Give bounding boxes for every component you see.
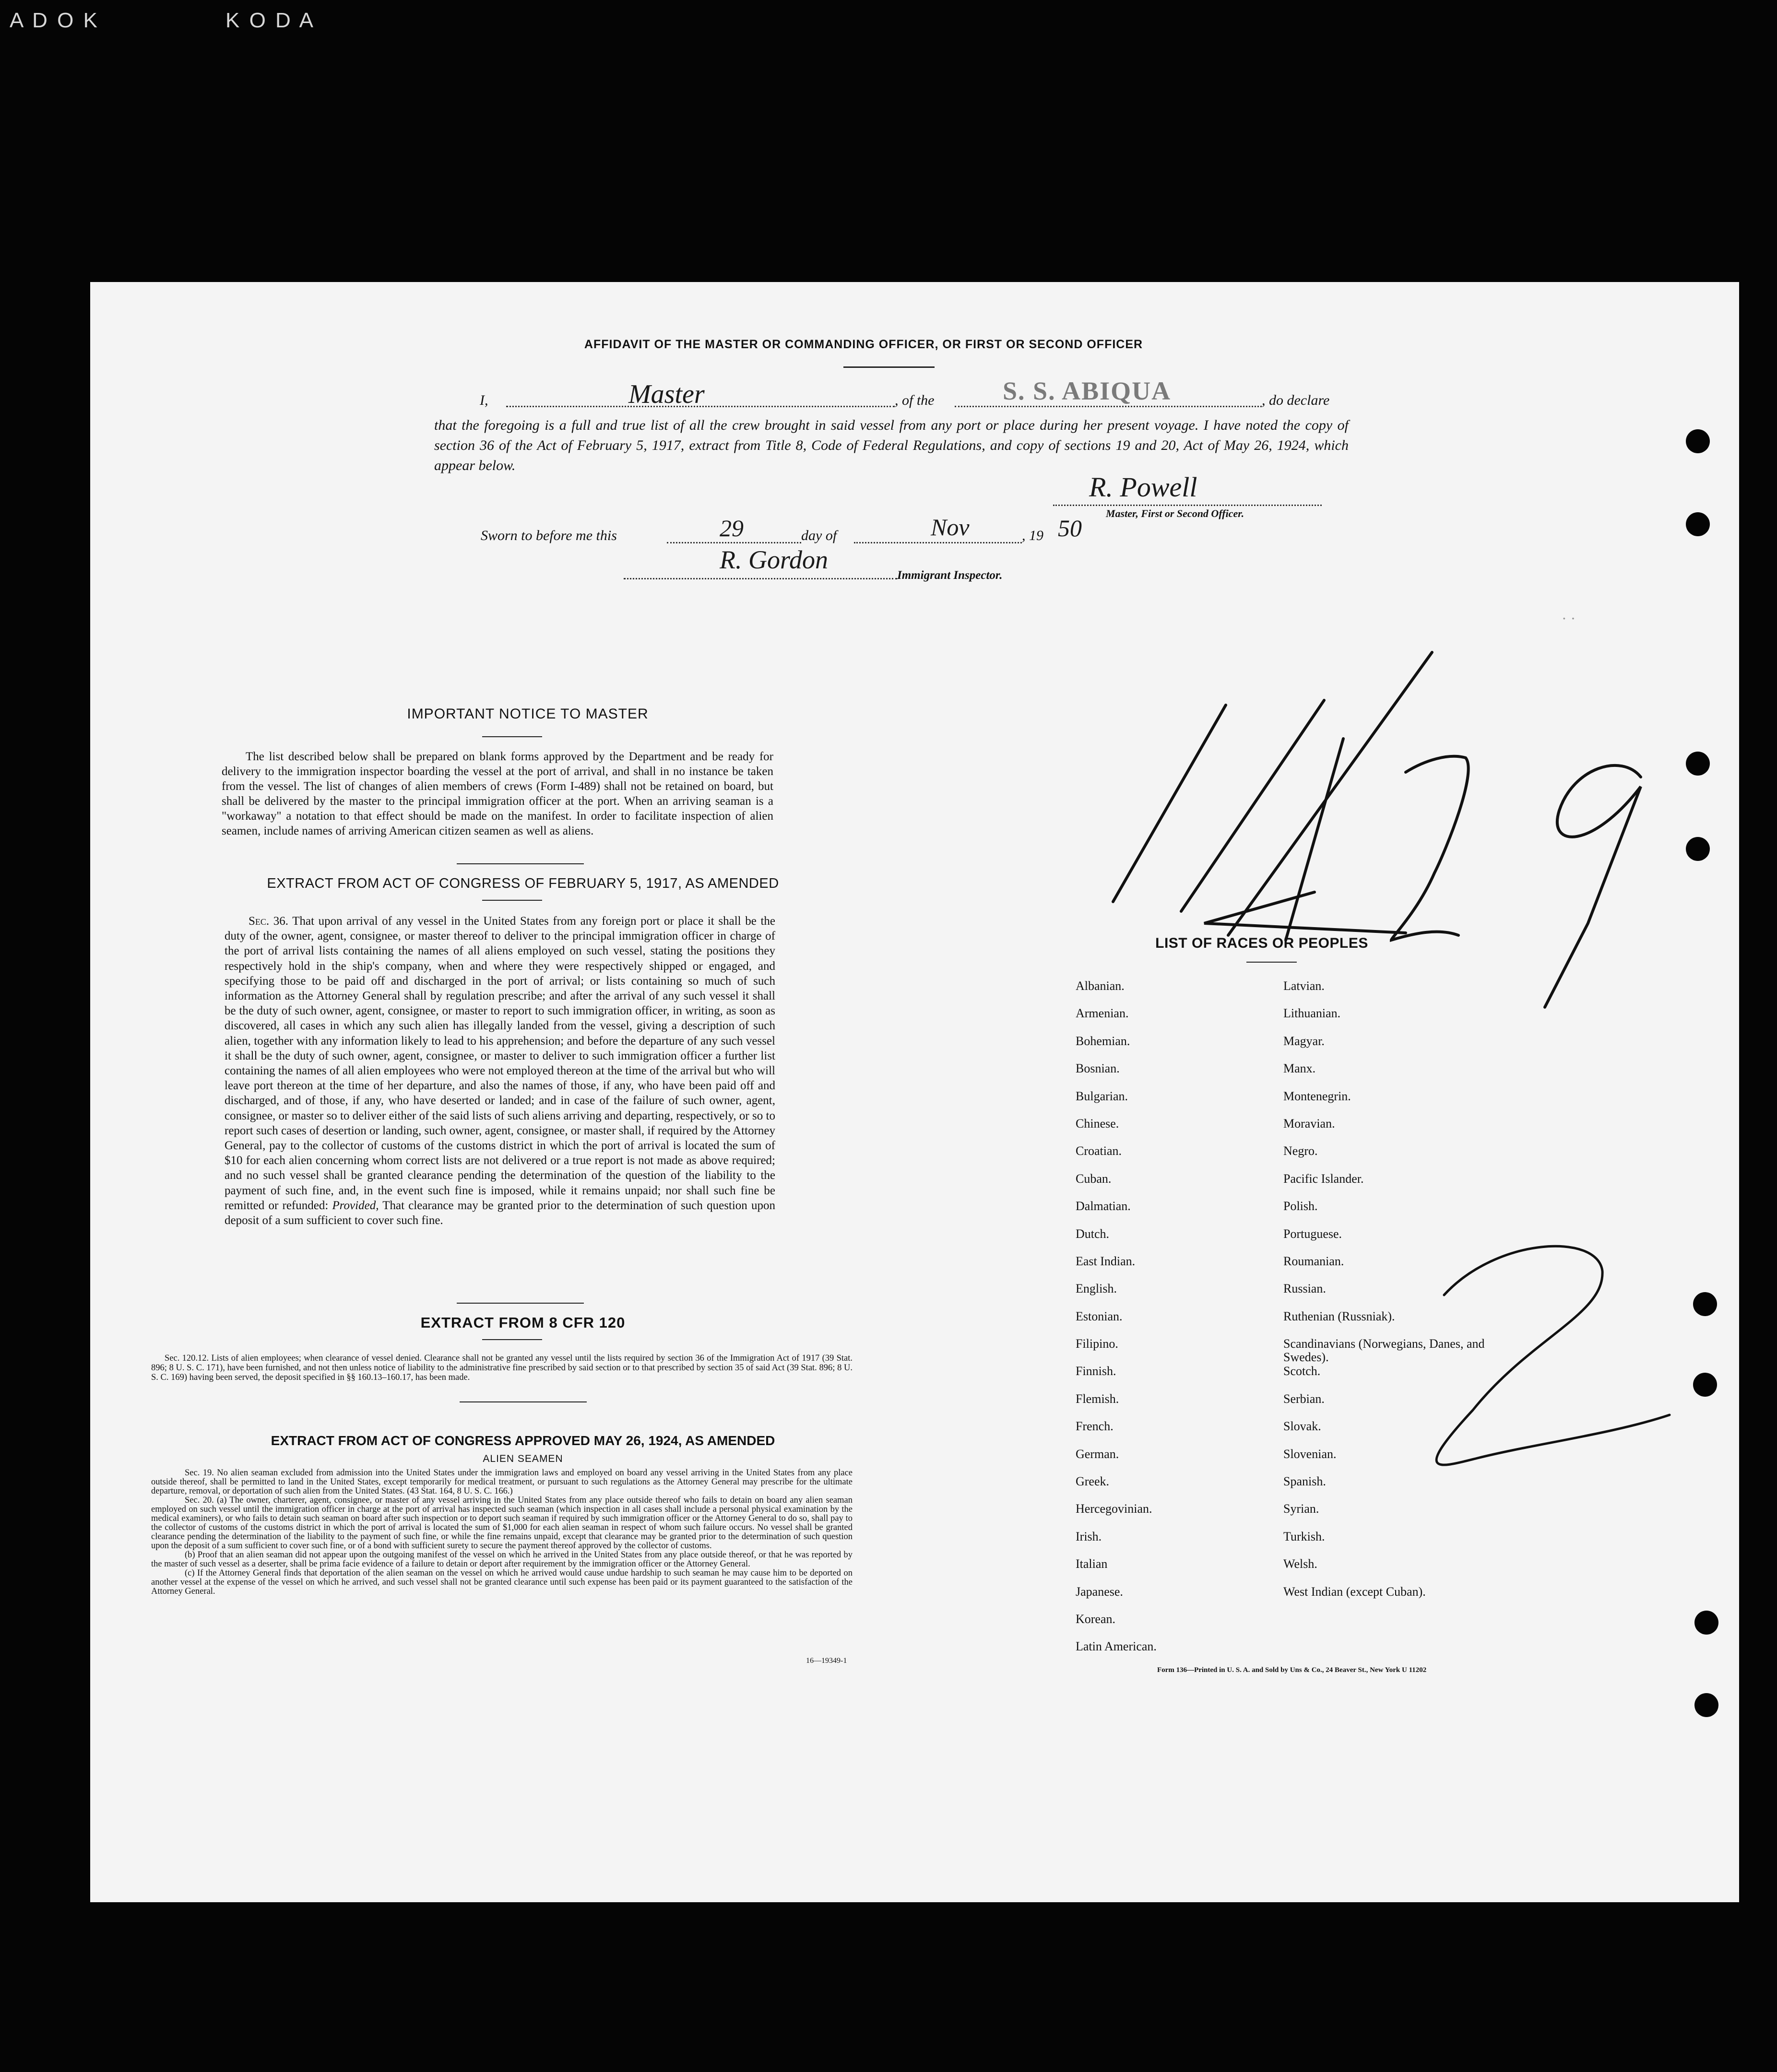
race-item: French. <box>1076 1419 1114 1434</box>
race-item: West Indian (except Cuban). <box>1283 1584 1426 1599</box>
race-item: Dutch. <box>1076 1226 1110 1241</box>
sec-20a-text: Sec. 20. (a) The owner, charterer, agent, consignee, or master of any vessel arriving in the United States from any place outside thereof who fails to detain on board any alien seaman employed on such vessel until the immigration officer in charge at the port of arrival has inspected such seaman (which inspection in all cases shall include a personal physical examination by the medical examiners), or who fails to detain such seaman on board after such inspection or to deport such seaman if required by such immigration officer or the Attorney General to do so, shall pay to the collector of customs of the customs district in which the port of arrival is located the sum of $1,000 for each alien seaman in respect of whom such failure occurs. No vessel shall be granted clearance pending the determination of the liability to the payment of such fine, or while the fine remains unpaid, except that clearance may be granted prior to the determination of such question upon the deposit of a sum sufficient to cover such fine, or of a bond with sufficient surety to secure the payment thereof approved by the collector of customs. <box>151 1495 853 1551</box>
race-item: English. <box>1076 1282 1117 1296</box>
provided-text: That clearance may be granted prior to the determination of such question upon deposit of a sum sufficient to cover such fine. <box>225 1199 775 1227</box>
race-item: Albanian. <box>1076 979 1125 993</box>
race-item: Cuban. <box>1076 1171 1112 1186</box>
affidavit-statement: that the foregoing is a full and true list of all the crew brought in said vessel from any port or place during her present voyage. I have noted the copy of section 36 of the Act of February 5, 1917, extract from Title 8, Code of Federal Regulations, and copy of sections 19 and 20, Act of May 26, 1924, which appear below. <box>434 417 1349 473</box>
sec-20c-text: (c) If the Attorney General finds that deportation of the alien seaman on the vessel on which he arrived would cause undue hardship to such seaman he may cause him to be deported on another vessel at the expense of the vessel on which he arrived, and such vessel shall not be granted clearance until such expense has been paid or its payment guaranteed to the satisfaction of the Attorney General. <box>151 1568 853 1596</box>
race-item: Pacific Islander. <box>1283 1171 1364 1186</box>
sec-36-label: Sec. 36. <box>249 915 289 928</box>
day-value: 29 <box>720 515 744 542</box>
race-item: Latin American. <box>1076 1639 1157 1654</box>
race-item: Slovenian. <box>1283 1447 1337 1461</box>
race-item: Chinese. <box>1076 1116 1119 1130</box>
race-item: Portuguese. <box>1283 1226 1342 1241</box>
handwritten-number-1129 <box>1113 652 1641 1007</box>
notice-text: The list described below shall be prepared on blank forms approved by the Department and be ready for delivery to the immigration inspector boarding the vessel at the port of arrival, and shall in no instance be taken from the vessel. The list of changes of alien members of crews (Form I-489) shall not be retained on board, but shall be delivered by the master to the principal immigration officer at the port. When an arriving seaman is a "workaway" a notation to that effect should be made on the manifest. In order to facilitate inspection of alien seamen, include names of arriving American citizen seamen as well as aliens. <box>222 750 773 837</box>
race-item: Spanish. <box>1283 1474 1326 1489</box>
extract-1917-title: EXTRACT FROM ACT OF CONGRESS OF FEBRUARY 5, 1917, AS AMENDED <box>267 876 779 891</box>
sec-19-text: Sec. 19. No alien seaman excluded from admission into the United States under the immigration laws and employed on board any vessel arriving in the United States from any place outside thereof, shall be permitted to land in the United States, except temporarily for medical treatment, or pursuant to such regulations as the Attorney General may prescribe for the ultimate departure, removal, or deportation of such alien from the United States. (43 Stat. 164, 8 U. S. C. 166.) <box>151 1468 853 1496</box>
race-item: Bohemian. <box>1076 1034 1130 1048</box>
race-item: Dalmatian. <box>1076 1199 1131 1213</box>
race-item: Roumanian. <box>1283 1254 1344 1268</box>
race-item: Scotch. <box>1283 1364 1321 1378</box>
race-item: Russian. <box>1283 1282 1326 1296</box>
year-value: 50 <box>1058 515 1082 542</box>
sworn-label: Sworn to before me this <box>481 528 617 543</box>
extract-cfr-title: EXTRACT FROM 8 CFR 120 <box>420 1314 626 1331</box>
provided-word: Provided, <box>332 1199 379 1212</box>
printer-line: Form 136—Printed in U. S. A. and Sold by Uns & Co., 24 Beaver St., New York U 11202 <box>1157 1666 1427 1674</box>
race-item: Croatian. <box>1076 1144 1122 1158</box>
race-item: East Indian. <box>1076 1254 1136 1268</box>
affidavit-title: AFFIDAVIT OF THE MASTER OR COMMANDING OFFICER, OR FIRST OR SECOND OFFICER <box>584 338 1143 351</box>
do-declare-label: , do declare <box>1262 392 1330 408</box>
race-item: Negro. <box>1283 1144 1318 1158</box>
race-item: Ruthenian (Russniak). <box>1283 1309 1395 1323</box>
sec-36-text: That upon arrival of any vessel in the United States from any foreign port or place it shall be the duty of the owner, agent, consignee, or master thereof to deliver to the principal immigration officer in charge of the port of arrival lists containing the names of all aliens employed on such vessel, stating the positions they respectively hold in the ship's company, when and where they were respectively shipped or engaged, and specifying those to be paid off and discharged in the port of arrival; or lists containing so much of such information as the Attorney General shall by regulation prescribe; and after the arrival of any such vessel it shall be the duty of such owner, agent, consignee, or master to report to such immigration officer, in writing, as soon as discovered, all cases in which any such alien has illegally landed from the vessel, giving a description of such alien, together with any information likely to lead to his apprehension; and before the departure of any such vessel it shall be the duty of such owner, agent, consignee, or master to deliver to such immigration officer a further list containing the names of all alien employees who were not employed thereon at the time of the arrival but who will leave port thereon at the time of her departure, and also the names of those, if any, who have been paid off and discharged, and of those, if any, who have deserted or landed; and in case of the failure of such owner, agent, consignee, or master so to deliver either of the said lists of such aliens arriving and departing, respectively, or so to report such cases of desertion or landing, such owner, agent, consignee, or master shall, if required by the Attorney General, pay to the collector of customs of the customs district in which the port of arrival is located the sum of $10 for each alien concerning whom correct lists are not delivered or a true report is not made as above required; and no such vessel shall be granted clearance pending the determination of the question of the liability to the payment of such fine, and, in the event such fine is imposed, while it remains unpaid; nor shall such fine be remitted or refunded: <box>225 915 775 1212</box>
master-caption: Master, First or Second Officer. <box>1106 507 1244 519</box>
race-item: Moravian. <box>1283 1116 1335 1130</box>
race-item: Bosnian. <box>1076 1061 1120 1076</box>
race-item: Korean. <box>1076 1612 1116 1626</box>
race-item: Welsh. <box>1283 1557 1317 1571</box>
race-item: Finnish. <box>1076 1364 1116 1378</box>
year-prefix: , 19 <box>1022 528 1043 543</box>
race-item: Magyar. <box>1283 1034 1325 1048</box>
month-value: Nov <box>931 514 970 541</box>
race-item: Lithuanian. <box>1283 1006 1341 1021</box>
race-item: Latvian. <box>1283 979 1325 993</box>
faded-handwritten-mark: · · <box>1562 610 1576 627</box>
race-item: Slovak. <box>1283 1419 1321 1434</box>
master-signature: R. Powell <box>1089 471 1197 503</box>
of-the-label: , of the <box>895 392 935 408</box>
races-title: LIST OF RACES OR PEOPLES <box>1155 935 1368 951</box>
declarant-prefix: I, <box>480 392 488 408</box>
inspector-signature: R. Gordon <box>720 545 828 574</box>
race-item: Bulgarian. <box>1076 1089 1128 1103</box>
race-item: Filipino. <box>1076 1337 1118 1351</box>
race-item: Serbian. <box>1283 1391 1325 1406</box>
vessel-stamp: S. S. ABIQUA <box>1003 377 1172 405</box>
extract-1924-subtitle: ALIEN SEAMEN <box>483 1453 563 1464</box>
race-item: Manx. <box>1283 1061 1316 1076</box>
handwritten-number-2 <box>1436 1246 1670 1465</box>
extract-cfr-text: Sec. 120.12. Lists of alien employees; when clearance of vessel denied. Clearance shall not be granted any vessel until the lists required by section 36 of the Immigration Act of 1917 (39 Stat. 896; 8 U. S. C. 171), have been furnished, and not then unless notice of liability to the administrative fine prescribed by said section or to that prescribed by section 35 of said Act (39 Stat. 896; 8 U. S. C. 169) having been served, the deposit specified in §§ 160.13–160.17, has been made. <box>151 1354 853 1382</box>
race-item: Italian <box>1076 1557 1108 1571</box>
day-of-label: day of <box>801 528 837 543</box>
race-item: Flemish. <box>1076 1391 1119 1406</box>
declarant-handwritten: Master <box>628 379 705 409</box>
race-item: Syrian. <box>1283 1502 1319 1516</box>
race-item: Turkish. <box>1283 1529 1325 1543</box>
film-marking-right: K O D A <box>225 9 315 32</box>
race-item: Irish. <box>1076 1529 1102 1543</box>
race-item: Polish. <box>1283 1199 1318 1213</box>
race-item: Scandinavians (Norwegians, Danes, and Swedes). <box>1283 1337 1485 1365</box>
race-item: Armenian. <box>1076 1006 1129 1021</box>
extract-1924-title: EXTRACT FROM ACT OF CONGRESS APPROVED MAY 26, 1924, AS AMENDED <box>271 1433 775 1448</box>
notice-title: IMPORTANT NOTICE TO MASTER <box>407 706 649 722</box>
race-item: Japanese. <box>1076 1584 1123 1599</box>
race-item: Hercegovinian. <box>1076 1502 1152 1516</box>
film-marking-left: A D O K <box>10 9 99 32</box>
race-item: Greek. <box>1076 1474 1110 1489</box>
sec-20b-text: (b) Proof that an alien seaman did not appear upon the outgoing manifest of the vessel on which he arrived in the United States from any place outside thereof, or that he was reported by the master of such vessel as a deserter, shall be prima facie evidence of a failure to detain or deport after requirement by the immigration officer or the Attorney General. <box>151 1550 853 1569</box>
race-item: Montenegrin. <box>1283 1089 1351 1103</box>
form-code: 16—19349-1 <box>806 1657 847 1665</box>
inspector-caption: Immigrant Inspector. <box>897 569 1003 582</box>
race-item: Estonian. <box>1076 1309 1123 1323</box>
race-item: German. <box>1076 1447 1119 1461</box>
